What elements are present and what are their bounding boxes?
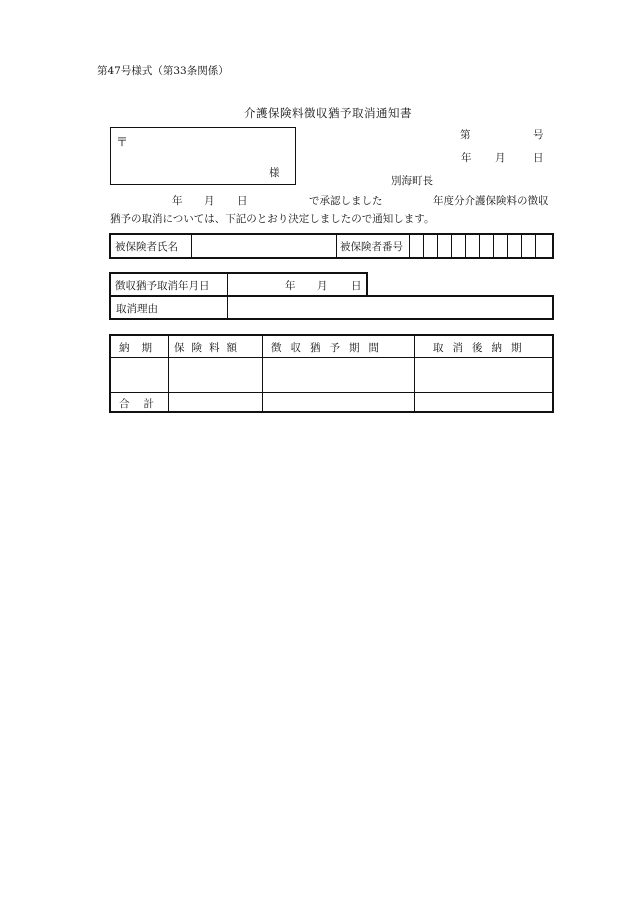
identity-row <box>109 233 554 259</box>
cancel-date-row <box>109 272 368 297</box>
issue-month: 月 <box>495 152 506 164</box>
intro-approved: で承認しました <box>309 195 383 207</box>
intro-day: 日 <box>237 195 248 207</box>
issue-year: 年 <box>461 152 472 164</box>
cancel-date-label: 徴収猶予取消年月日 <box>115 280 210 292</box>
cancel-date-day: 日 <box>351 280 362 292</box>
doc-number-suffix: 号 <box>533 129 544 141</box>
issuer-name: 別海町長 <box>391 175 433 187</box>
doc-number-prefix: 第 <box>460 129 471 141</box>
postal-mark: 〒 <box>116 135 129 149</box>
insured-number-label: 被保険者番号 <box>340 241 403 253</box>
intro-month: 月 <box>204 195 215 207</box>
insured-name-label: 被保険者氏名 <box>115 241 178 253</box>
total-label: 合計 <box>119 398 168 410</box>
cancel-reason-row <box>109 295 554 320</box>
addressee-honorific: 様 <box>269 167 280 179</box>
header-post-cancel-due: 取消後納期 <box>433 342 531 354</box>
issue-day: 日 <box>533 152 544 164</box>
cancel-date-year: 年 <box>285 280 296 292</box>
header-due-period: 納期 <box>119 342 164 354</box>
intro-line2: 猶予の取消については、下記のとおり決定しましたので通知します。 <box>110 213 435 225</box>
header-premium-amount: 保険料額 <box>174 342 244 354</box>
intro-year: 年 <box>172 195 183 207</box>
cancel-date-month: 月 <box>317 280 328 292</box>
payment-table <box>109 334 554 413</box>
document-title: 介護保険料徴収猶予取消通知書 <box>244 106 412 120</box>
intro-fiscal: 年度分介護保険料の徴収 <box>433 195 549 207</box>
form-number: 第47号様式（第33条関係） <box>97 65 229 77</box>
cancel-reason-label: 取消理由 <box>116 303 158 315</box>
address-box <box>110 127 296 185</box>
header-deferral-period: 徴収猶予期間 <box>271 342 388 354</box>
